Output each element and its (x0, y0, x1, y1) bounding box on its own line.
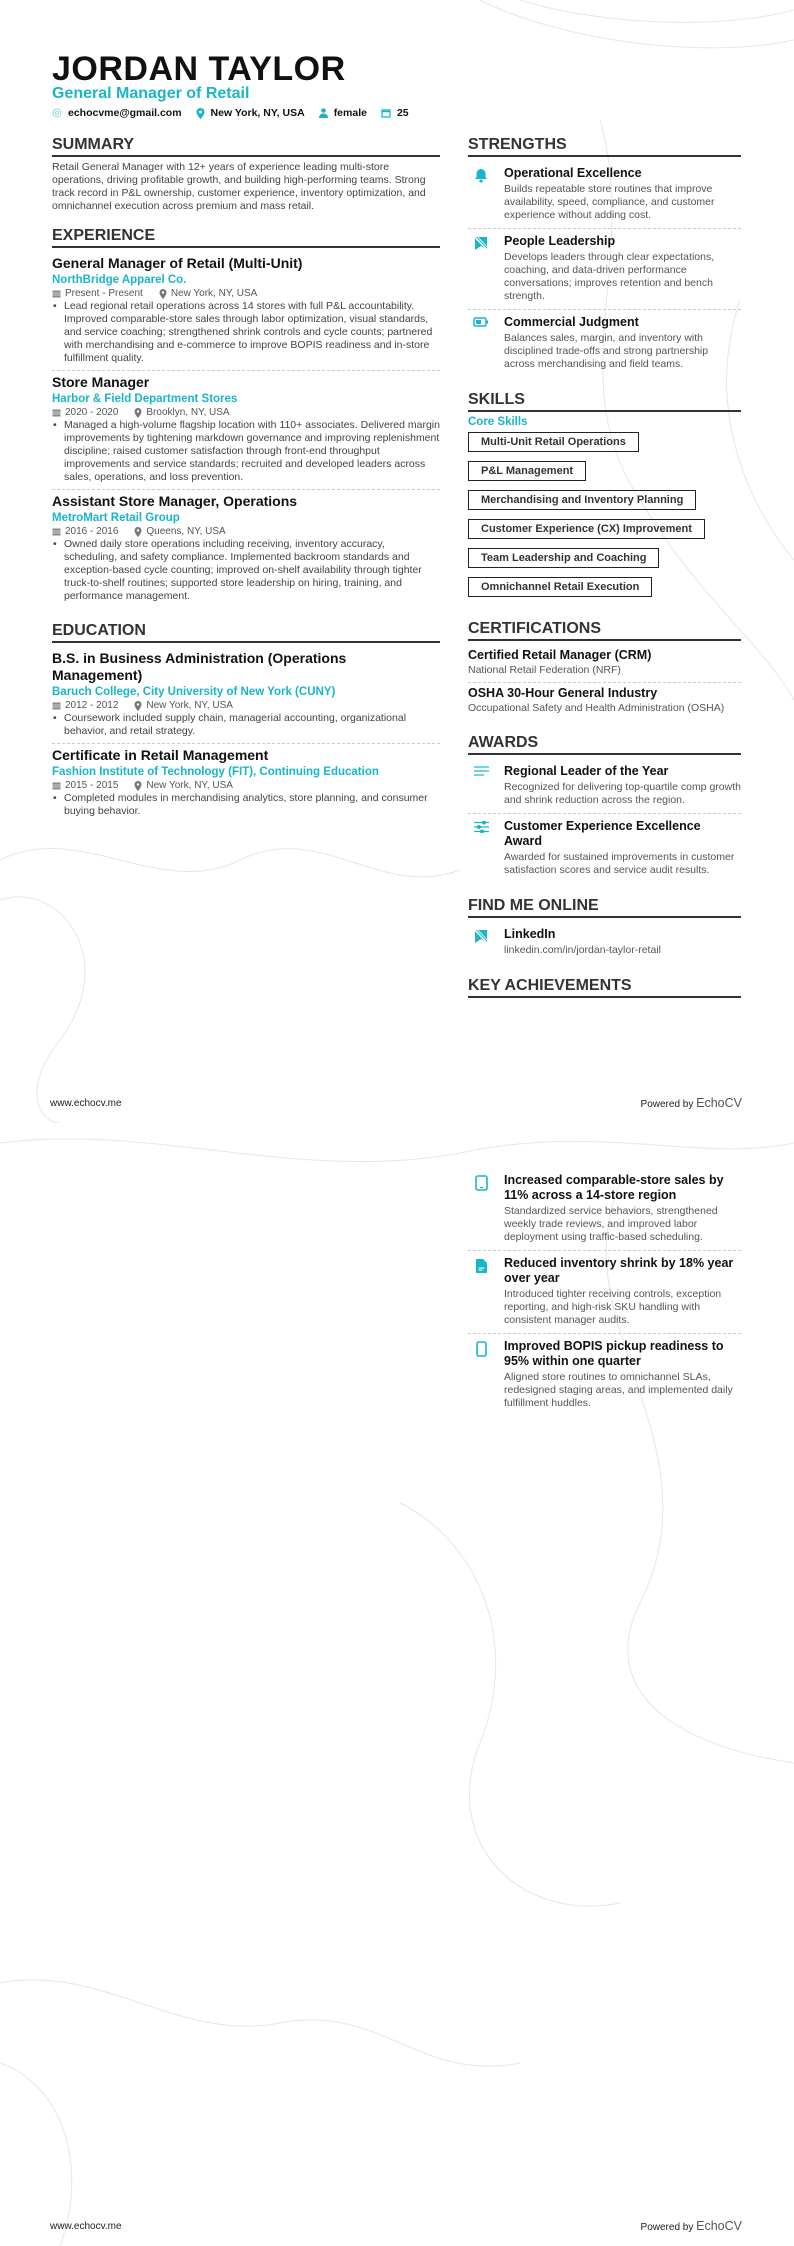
skill-chip: Team Leadership and Coaching (468, 548, 659, 568)
education-entry (52, 744, 440, 823)
awards-item (468, 814, 741, 883)
right-column (468, 136, 741, 1012)
entry-dates: 2012 - 2012 (65, 700, 119, 711)
achievements-item (468, 1168, 741, 1251)
bookmark-slash-icon (468, 234, 494, 303)
left-column (52, 136, 440, 837)
bookmark-slash-icon (468, 927, 494, 957)
certification-item (468, 645, 741, 683)
entry-location-wrap (134, 700, 233, 711)
location-pin-icon (159, 289, 167, 299)
brand-logo[interactable]: EchoCV (696, 1096, 742, 1110)
certification-title: OSHA 30-Hour General Industry (468, 686, 658, 700)
entry-bullet: • Lead regional retail operations across 14 stores with full P&L accountability. Improved comparable-store sales through labor optimization, visual standards, and service coaching; strengthened shrink controls and cycle counts; partnered with merchandising and e-commerce to improve BOPIS readiness and in-store fulfillment quality. (52, 300, 440, 365)
entry-location-wrap (134, 780, 233, 791)
entry-dates-wrap (52, 407, 118, 418)
section-certifications (468, 620, 741, 720)
item-title: Improved BOPIS pickup readiness to 95% within one quarter (504, 1339, 724, 1368)
summary-text: Retail General Manager with 12+ years of experience leading multi-store operations, driving profitable growth, and building high-performing teams. Strong track record in P&L ownership, customer experience, inventory optimization, and omnichannel execution across premium and mass retail. (52, 161, 426, 212)
calendar-icon (52, 408, 61, 417)
skill-row (468, 461, 741, 490)
calendar-icon (52, 527, 61, 536)
section-heading: AWARDS (468, 734, 741, 755)
powered-label: Powered by (640, 2222, 694, 2233)
entry-dates: 2015 - 2015 (65, 780, 119, 791)
entry-meta (52, 780, 440, 791)
skill-group-title: Core Skills (468, 416, 528, 428)
entry-title: General Manager of Retail (Multi-Unit) (52, 255, 303, 271)
footer-website[interactable]: www.echocv.me (50, 2221, 122, 2232)
achievements-item (468, 1251, 741, 1334)
tablet-icon (468, 1173, 494, 1244)
entry-dates-wrap (52, 526, 118, 537)
certification-title: Certified Retail Manager (CRM) (468, 648, 652, 662)
achievements-item (468, 1334, 741, 1416)
entry-location: New York, NY, USA (146, 780, 233, 791)
item-description: Introduced tighter receiving controls, exception reporting, and high-risk SKU handling with consistent manager audits. (504, 1288, 722, 1326)
location: New York, NY, USA (210, 107, 305, 119)
item-title: Operational Excellence (504, 166, 642, 180)
entry-location: New York, NY, USA (146, 700, 233, 711)
item-description: Builds repeatable store routines that improve availability, speed, compliance, and customer experience without adding cost. (504, 183, 715, 221)
location-pin-icon (134, 701, 142, 711)
item-body (504, 234, 741, 303)
skill-chip: Multi-Unit Retail Operations (468, 432, 639, 452)
entry-meta (52, 526, 440, 537)
section-heading: CERTIFICATIONS (468, 620, 741, 641)
section-heading: SKILLS (468, 391, 741, 412)
section-heading: FIND ME ONLINE (468, 897, 741, 918)
section-heading: SUMMARY (52, 136, 440, 157)
candidate-name: JORDAN TAYLOR (52, 50, 346, 88)
calendar-icon (52, 701, 61, 710)
section-awards (468, 734, 741, 883)
awards-item (468, 759, 741, 814)
skill-chip: Omnichannel Retail Execution (468, 577, 652, 597)
entry-dates: Present - Present (65, 288, 143, 299)
location-pin-icon (134, 527, 142, 537)
entry-meta (52, 407, 440, 418)
education-entry (52, 647, 440, 744)
strengths-item (468, 310, 741, 377)
entry-bullet: • Completed modules in merchandising analytics, store planning, and consumer buying behavior. (52, 792, 440, 818)
contact-info (52, 107, 409, 119)
item-body (504, 1339, 741, 1410)
experience-entry (52, 371, 440, 490)
entry-location: New York, NY, USA (170, 288, 258, 299)
item-description: Recognized for delivering top-quartile comp growth and shrink reduction across the region. (504, 781, 741, 806)
experience-entry (52, 490, 440, 608)
skill-chip: P&L Management (468, 461, 586, 481)
section-online (468, 897, 741, 963)
section-achievements-cont (468, 1168, 741, 1416)
entry-title: Certificate in Retail Management (52, 747, 269, 763)
online-item[interactable] (468, 922, 741, 963)
skill-row (468, 490, 741, 519)
experience-entry (52, 252, 440, 371)
section-summary (52, 136, 440, 213)
entry-title: Assistant Store Manager, Operations (52, 493, 298, 509)
entry-organization: Fashion Institute of Technology (FIT), Continuing Education (52, 766, 379, 778)
mobile-icon (468, 1339, 494, 1410)
age: 25 (396, 107, 409, 119)
skill-row (468, 432, 741, 461)
entry-dates-wrap (52, 780, 118, 791)
entry-bullet: • Managed a high-volume flagship location with 110+ associates. Delivered margin improvements by tightening markdown governance and improving replenishment discipline; raised customer satisfaction through front-end throughput improvements and service standards; recruited and developed leaders across sales, operations, and loss prevention. (52, 419, 440, 484)
bell-icon (468, 166, 494, 222)
item-body (504, 166, 741, 222)
entry-dates-wrap (52, 288, 143, 299)
footer-website[interactable]: www.echocv.me (50, 1098, 122, 1109)
entry-location: Brooklyn, NY, USA (146, 407, 230, 418)
align-left-icon (468, 764, 494, 807)
brand-logo[interactable]: EchoCV (696, 2219, 742, 2233)
item-description: Develops leaders through clear expectations, coaching, and data-driven performance conversations; improves retention and bench strength. (504, 251, 715, 302)
calendar-icon (52, 781, 61, 790)
entry-meta (52, 288, 440, 299)
section-education (52, 622, 440, 823)
sliders-icon (468, 819, 494, 877)
entry-organization: Baruch College, City University of New York (CUNY) (52, 686, 336, 698)
powered-label: Powered by (640, 1099, 694, 1110)
entry-dates-wrap (52, 700, 118, 711)
entry-organization: Harbor & Field Department Stores (52, 393, 238, 405)
entry-title: B.S. in Business Administration (Operations Management) (52, 650, 347, 683)
skill-chip: Customer Experience (CX) Improvement (468, 519, 705, 539)
strengths-item (468, 229, 741, 310)
section-heading: STRENGTHS (468, 136, 741, 157)
entry-meta (52, 700, 440, 711)
item-body (504, 927, 661, 957)
item-title: LinkedIn (504, 927, 556, 941)
skill-row (468, 548, 741, 577)
user-icon (319, 108, 328, 118)
item-title: Reduced inventory shrink by 18% year over year (504, 1256, 734, 1285)
item-title: Customer Experience Excellence Award (504, 819, 701, 848)
entry-bullet: • Coursework included supply chain, managerial accounting, organizational behavior, and retail strategy. (52, 712, 440, 738)
section-heading: EXPERIENCE (52, 227, 440, 248)
email[interactable]: echocvme@gmail.com (68, 107, 182, 119)
skill-row (468, 519, 741, 548)
footer-powered-by (641, 1096, 742, 1110)
entry-dates: 2020 - 2020 (65, 407, 119, 418)
entry-bullet: • Owned daily store operations including receiving, inventory accuracy, scheduling, and safety compliance. Implemented backroom standards and exception-based cycle counting; improved on-shelf availability through tighter truck-to-shelf routines; supported store leadership on hiring, training, and performance management. (52, 538, 440, 603)
section-strengths (468, 136, 741, 377)
location-pin-icon (134, 408, 142, 418)
item-title: Regional Leader of the Year (504, 764, 669, 778)
entry-organization: NorthBridge Apparel Co. (52, 274, 187, 286)
section-achievements (468, 977, 741, 998)
entry-location: Queens, NY, USA (146, 526, 226, 537)
calendar-icon (381, 108, 391, 118)
item-body (504, 315, 741, 371)
item-body (504, 819, 741, 877)
at-icon (52, 108, 62, 118)
item-description[interactable]: linkedin.com/in/jordan-taylor-retail (504, 944, 661, 956)
strengths-item (468, 161, 741, 229)
section-skills (468, 391, 741, 606)
item-description: Awarded for sustained improvements in customer satisfaction scores and service audit results. (504, 851, 735, 876)
entry-organization: MetroMart Retail Group (52, 512, 180, 524)
skill-row (468, 577, 741, 606)
item-title: People Leadership (504, 234, 616, 248)
footer-powered-by (641, 2219, 742, 2233)
skill-chip: Merchandising and Inventory Planning (468, 490, 696, 510)
section-heading: EDUCATION (52, 622, 440, 643)
battery-icon (468, 315, 494, 371)
certification-issuer: Occupational Safety and Health Administration (OSHA) (468, 702, 725, 714)
entry-location-wrap (159, 288, 258, 299)
item-body (504, 764, 741, 807)
gender: female (333, 107, 367, 119)
entry-title: Store Manager (52, 374, 150, 390)
item-title: Increased comparable-store sales by 11% across a 14-store region (504, 1173, 724, 1202)
candidate-title: General Manager of Retail (52, 85, 250, 102)
certification-issuer: National Retail Federation (NRF) (468, 664, 621, 676)
item-description: Aligned store routines to omnichannel SLAs, redesigned staging areas, and implemented daily fulfillment huddles. (504, 1371, 733, 1409)
item-body (504, 1173, 741, 1244)
location-pin-icon (134, 781, 142, 791)
item-body (504, 1256, 741, 1327)
section-experience (52, 227, 440, 608)
item-title: Commercial Judgment (504, 315, 639, 329)
file-icon (468, 1256, 494, 1327)
entry-dates: 2016 - 2016 (65, 526, 119, 537)
entry-location-wrap (134, 526, 225, 537)
section-heading: KEY ACHIEVEMENTS (468, 977, 741, 998)
calendar-icon (52, 289, 61, 298)
certification-item (468, 683, 741, 720)
entry-location-wrap (134, 407, 229, 418)
item-description: Standardized service behaviors, strengthened weekly trade reviews, and improved labor deployment using traffic-based scheduling. (504, 1205, 718, 1243)
item-description: Balances sales, margin, and inventory with disciplined trade-offs and strong partnership across merchandising and field teams. (504, 332, 709, 370)
right-column-page-2 (468, 1168, 741, 1430)
location-pin-icon (196, 108, 205, 119)
